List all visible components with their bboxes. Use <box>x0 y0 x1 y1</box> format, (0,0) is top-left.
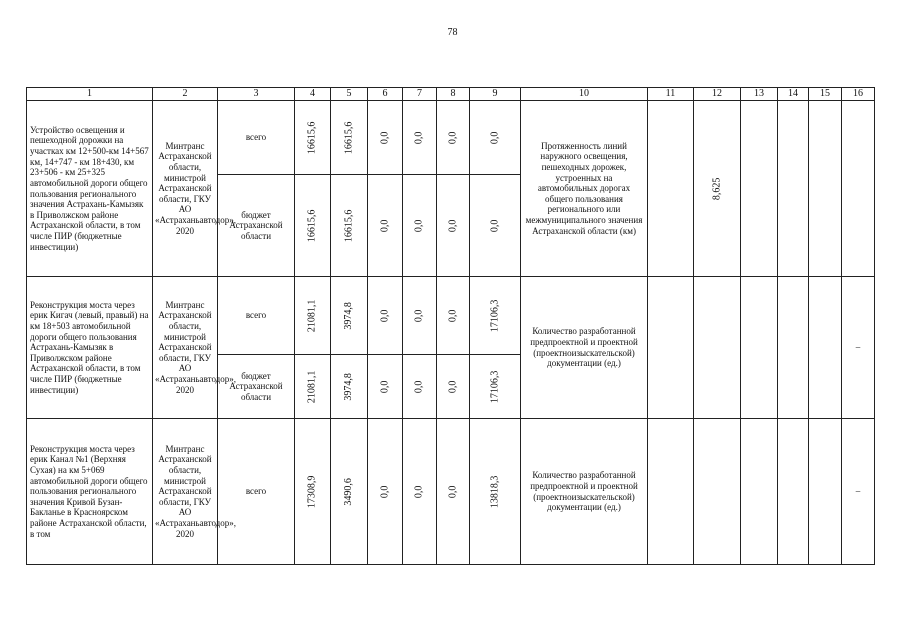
value-cell <box>368 419 403 565</box>
header-cell: 12 <box>694 88 741 101</box>
executor-cell: Минтранс Астраханской области, министрой Астраханской области, ГКУ АО «Астраханьавтодор», 2020 <box>153 419 218 565</box>
value-cell <box>331 277 368 355</box>
value-cell <box>403 175 437 277</box>
value-cell <box>470 175 521 277</box>
value-cell <box>437 419 470 565</box>
col13-cell <box>741 419 778 565</box>
header-cell: 4 <box>295 88 331 101</box>
value-cell <box>331 101 368 175</box>
value-cell <box>295 277 331 355</box>
col16-cell: – <box>842 277 875 419</box>
source-cell: всего <box>218 277 295 355</box>
event-name-cell: Реконструкция моста через ерик Кигач (левый, правый) на км 18+503 автомобильной дороги общего пользования Астрахань-Камызяк в Приволжском районе Астраханской области, в том числе ПИР (бюджетные инвестиции) <box>27 277 153 419</box>
col14-cell <box>778 277 809 419</box>
value-text: 0,0 <box>447 380 459 393</box>
event-name-cell: Устройство освещения и пешеходной дорожки на участках км 12+500-км 14+567 км, 14+747 - км 18+430, км 23+506 - км 25+325 автомобильной дороги общего пользования регионального значения Астрахань-Камызяк в Приволжском районе Астраханской области, в том числе ПИР (бюджетные инвестиции) <box>27 101 153 277</box>
value-cell <box>403 355 437 419</box>
header-cell: 14 <box>778 88 809 101</box>
col15-cell <box>809 277 842 419</box>
col13-cell <box>741 277 778 419</box>
value-cell <box>403 419 437 565</box>
value-text: 0,0 <box>447 131 459 144</box>
value-text: 0,0 <box>489 131 501 144</box>
value-text: 17308,9 <box>306 475 318 508</box>
value-cell <box>368 277 403 355</box>
source-cell: всего <box>218 101 295 175</box>
value-cell <box>403 277 437 355</box>
table-row <box>27 277 875 355</box>
value-text: 0,0 <box>447 485 459 498</box>
target-value-cell <box>694 101 741 277</box>
value-cell <box>470 101 521 175</box>
target-value-text: 8,625 <box>711 177 723 200</box>
value-cell <box>470 419 521 565</box>
value-cell <box>470 277 521 355</box>
value-text: 0,0 <box>413 380 425 393</box>
col11-cell <box>648 277 694 419</box>
header-cell: 9 <box>470 88 521 101</box>
indicator-cell: Количество разработанной предпроектной и проектной (проектноизыскательской) документации (ед.) <box>521 419 648 565</box>
value-text: 0,0 <box>413 131 425 144</box>
header-cell: 10 <box>521 88 648 101</box>
value-text: 0,0 <box>379 380 391 393</box>
value-text: 21081,1 <box>306 370 318 403</box>
target-value-cell <box>694 419 741 565</box>
col16-cell: – <box>842 419 875 565</box>
value-text: 3974,8 <box>343 372 355 401</box>
header-row <box>27 88 875 101</box>
col15-cell <box>809 101 842 277</box>
value-text: 0,0 <box>447 219 459 232</box>
value-text: 21081,1 <box>306 299 318 332</box>
executor-cell: Минтранс Астраханской области, министрой Астраханской области, ГКУ АО «Астраханьавтодор», 2020 <box>153 277 218 419</box>
value-cell <box>331 175 368 277</box>
indicator-cell: Количество разработанной предпроектной и проектной (проектноизыскательской) документации (ед.) <box>521 277 648 419</box>
value-text: 3974,8 <box>343 301 355 330</box>
indicator-cell: Протяженность линий наружного освещения, пешеходных дорожек, устроенных на автомобильных дорогах общего пользования регионального или межмуниципального значения Астраханской области (км) <box>521 101 648 277</box>
program-table <box>26 87 875 565</box>
value-text: 17106,3 <box>489 299 501 332</box>
value-text: 17106,3 <box>489 370 501 403</box>
col15-cell <box>809 419 842 565</box>
value-cell <box>331 355 368 419</box>
header-cell: 5 <box>331 88 368 101</box>
table-row <box>27 419 875 565</box>
value-text: 16615,6 <box>343 209 355 242</box>
table-row <box>27 101 875 175</box>
value-cell <box>437 277 470 355</box>
header-cell: 16 <box>842 88 875 101</box>
value-text: 0,0 <box>379 309 391 322</box>
value-cell <box>295 419 331 565</box>
header-cell: 1 <box>27 88 153 101</box>
col14-cell <box>778 419 809 565</box>
value-text: 0,0 <box>379 485 391 498</box>
value-cell <box>437 101 470 175</box>
header-cell: 13 <box>741 88 778 101</box>
header-cell: 6 <box>368 88 403 101</box>
source-cell: бюджет Астраханской области <box>218 175 295 277</box>
value-text: 0,0 <box>489 219 501 232</box>
value-cell <box>295 355 331 419</box>
value-cell <box>470 355 521 419</box>
header-cell: 3 <box>218 88 295 101</box>
value-cell <box>368 175 403 277</box>
col11-cell <box>648 101 694 277</box>
header-cell: 15 <box>809 88 842 101</box>
page-number: 78 <box>447 27 458 38</box>
header-cell: 8 <box>437 88 470 101</box>
value-text: 0,0 <box>413 309 425 322</box>
header-cell: 2 <box>153 88 218 101</box>
value-text: 0,0 <box>447 309 459 322</box>
source-cell: бюджет Астраханской области <box>218 355 295 419</box>
event-name-cell: Реконструкция моста через ерик Канал №1 (Верхняя Сухая) на км 5+069 автомобильной дороги общего пользования регионального значения Кривой Бузан-Бакланье в Красноярском районе Астраханской области, в том <box>27 419 153 565</box>
value-text: 0,0 <box>413 485 425 498</box>
col11-cell <box>648 419 694 565</box>
executor-cell: Минтранс Астраханской области, министрой Астраханской области, ГКУ АО «Астраханьавтодор», 2020 <box>153 101 218 277</box>
value-cell <box>437 175 470 277</box>
col14-cell <box>778 101 809 277</box>
col16-cell <box>842 101 875 277</box>
source-cell: всего <box>218 419 295 565</box>
value-text: 0,0 <box>379 131 391 144</box>
value-cell <box>368 355 403 419</box>
value-cell <box>295 175 331 277</box>
value-text: 16615,6 <box>343 121 355 154</box>
value-cell <box>368 101 403 175</box>
target-value-cell <box>694 277 741 419</box>
value-text: 3490,6 <box>343 477 355 506</box>
value-cell <box>331 419 368 565</box>
value-text: 13818,3 <box>489 475 501 508</box>
value-text: 16615,6 <box>306 209 318 242</box>
value-text: 0,0 <box>413 219 425 232</box>
value-cell <box>403 101 437 175</box>
value-cell <box>437 355 470 419</box>
col13-cell <box>741 101 778 277</box>
value-text: 0,0 <box>379 219 391 232</box>
value-cell <box>295 101 331 175</box>
header-cell: 11 <box>648 88 694 101</box>
value-text: 16615,6 <box>306 121 318 154</box>
header-cell: 7 <box>403 88 437 101</box>
